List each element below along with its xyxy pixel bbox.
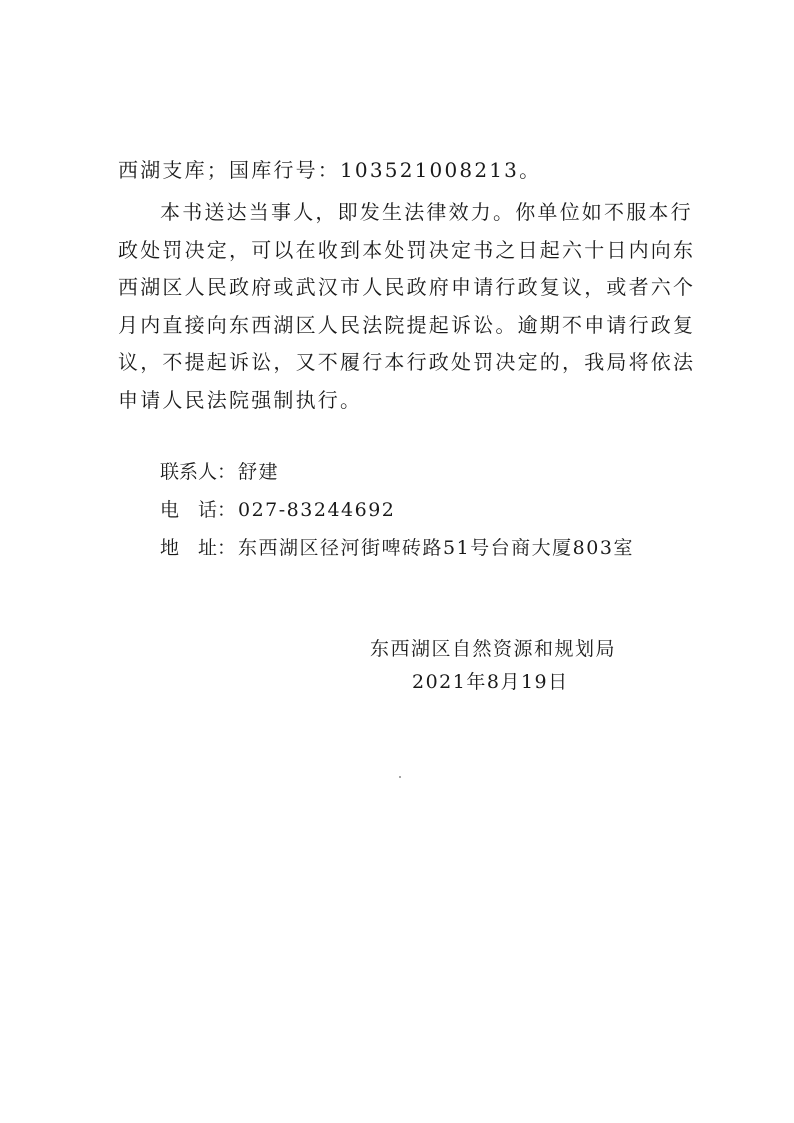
contact-phone-label: 电 话：: [160, 499, 237, 521]
scan-speck: [399, 776, 401, 778]
paragraph-line: 西湖区人民政府或武汉市人民政府申请行政复议，或者六个: [118, 275, 696, 299]
contact-person-label: 联系人：: [160, 461, 237, 483]
paragraph-line: 本书送达当事人，即发生法律效力。你单位如不服本行: [160, 200, 693, 224]
contact-address-value: 东西湖区径河街啤砖路51号台商大厦803室: [238, 537, 634, 559]
contact-phone: [160, 498, 395, 522]
paragraph-line: 月内直接向东西湖区人民法院提起诉讼。逾期不申请行政复: [118, 313, 696, 337]
paragraph-line: 政处罚决定，可以在收到本处罚决定书之日起六十日内向东: [118, 238, 696, 262]
signature-organization: 东西湖区自然资源和规划局: [370, 638, 617, 660]
contact-phone-value: 027-83244692: [238, 499, 396, 521]
account-line: 西湖支库；国库行号：103521008213。: [118, 158, 542, 182]
contact-address-label: 地 址：: [160, 537, 237, 559]
contact-address: [160, 536, 634, 560]
contact-person-value: 舒建: [238, 461, 280, 483]
paragraph-line: 申请人民法院强制执行。: [118, 388, 363, 412]
signature-date: 2021年8月19日: [412, 671, 569, 693]
contact-person: [160, 460, 279, 484]
paragraph-line: 议，不提起诉讼，又不履行本行政处罚决定的，我局将依法: [118, 350, 696, 374]
